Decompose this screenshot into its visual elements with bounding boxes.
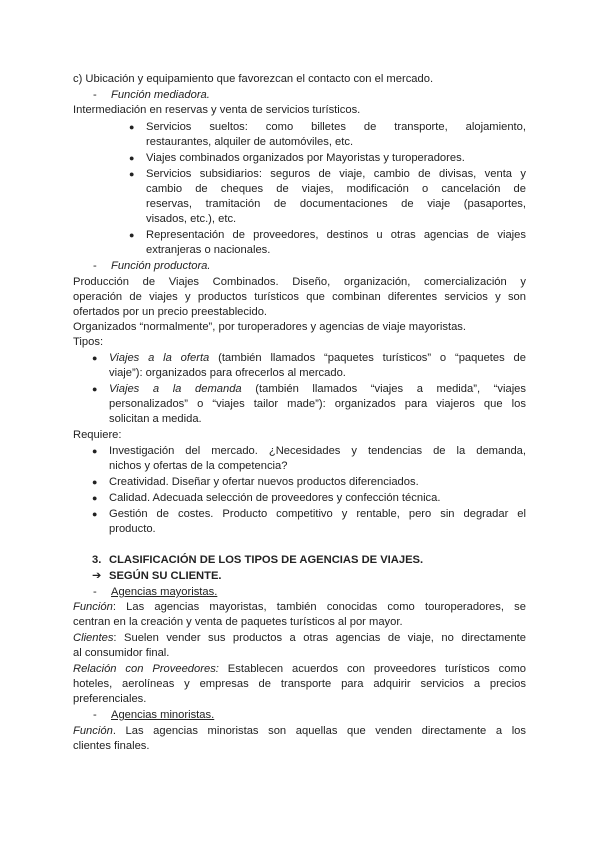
- mediadora-intro: Intermediación en reservas y venta de servicios turísticos.: [73, 104, 361, 116]
- mediadora-label: Función mediadora.: [111, 89, 210, 101]
- mayoristas-funcion-line-2: centran en la creación y venta de paquetes turísticos al por mayor.: [73, 616, 403, 628]
- productora-label: Función productora.: [111, 260, 211, 272]
- section-3-number: 3.: [92, 554, 102, 566]
- tipo-1-line-1: [109, 351, 526, 366]
- requiere-label: Requiere:: [73, 429, 122, 441]
- section-c-heading: c) Ubicación y equipamiento que favorezcan el contacto con el mercado.: [73, 73, 434, 85]
- mediadora-bullet-3-line-2: cambio de cheques de viajes, modificación o cancelación de: [146, 183, 526, 195]
- mediadora-bullet-3-line-1: Servicios subsidiarios: seguros de viaje, cambio de divisas, venta y: [146, 168, 526, 180]
- mediadora-bullet-3-line-4: visados, etc.), etc.: [146, 213, 237, 225]
- tipo-2-line-2: personalizados” o “viajes tailor made”): organizados para viajeros que los: [109, 398, 526, 410]
- minoristas-funcion-line-1: [73, 724, 526, 739]
- bullet-icon: ●: [92, 384, 98, 394]
- tipo-2-line-1: [109, 382, 526, 397]
- mediadora-bullet-1-line-2: restaurantes, alquiler de automóviles, etc.: [146, 136, 354, 148]
- bullet-icon: ●: [92, 477, 98, 487]
- mayoristas-relacion-text: Establecen acuerdos con proveedores turísticos como: [218, 663, 527, 675]
- tipos-label: Tipos:: [73, 336, 104, 348]
- dash-marker: -: [93, 586, 97, 598]
- mediadora-bullet-4-line-2: extranjeras o nacionales.: [146, 244, 271, 256]
- dash-marker: -: [93, 89, 97, 101]
- mayoristas-funcion-term: Función: [73, 601, 113, 613]
- tipo-2-term: Viajes a la demanda: [109, 383, 242, 395]
- tipo-1-term: Viajes a la oferta: [109, 352, 210, 364]
- requiere-4-line-1: Gestión de costes. Producto competitivo y rentable, pero sin degradar el: [109, 508, 526, 520]
- minoristas-funcion-term: Función: [73, 725, 113, 737]
- requiere-3: Calidad. Adecuada selección de proveedores y confección técnica.: [109, 492, 441, 504]
- dash-marker: -: [93, 260, 97, 272]
- minoristas-label: Agencias minoristas.: [111, 709, 215, 721]
- section-3-title: CLASIFICACIÓN DE LOS TIPOS DE AGENCIAS DE VIAJES.: [109, 554, 424, 566]
- tipo-1-text: (también llamados “paquetes turísticos” o “paquetes de: [209, 352, 526, 364]
- productora-para-line-1: Producción de Viajes Combinados. Diseño, organización, comercialización y: [73, 276, 526, 288]
- bullet-icon: ●: [129, 230, 135, 240]
- arrow-icon: ➔: [92, 570, 102, 582]
- requiere-2: Creatividad. Diseñar y ofertar nuevos productos diferenciados.: [109, 476, 419, 488]
- mayoristas-clientes-text: : Suelen vender sus productos a otras agencias de viaje, no directamente: [113, 632, 526, 644]
- requiere-1-line-2: nichos y ofertas de la competencia?: [109, 460, 288, 472]
- mayoristas-funcion-line-1: [73, 600, 526, 615]
- requiere-1-line-1: Investigación del mercado. ¿Necesidades y tendencias de la demanda,: [109, 445, 526, 457]
- bullet-icon: ●: [129, 169, 135, 179]
- mayoristas-clientes-term: Clientes: [73, 632, 114, 644]
- minoristas-funcion-line-2: clientes finales.: [73, 740, 150, 752]
- tipo-1-line-2: viaje”): organizados para ofrecerlos al mercado.: [109, 367, 346, 379]
- productora-organizados: Organizados “normalmente”, por turoperadores y agencias de viaje mayoristas.: [73, 321, 466, 333]
- tipo-2-line-3: solicitan a medida.: [109, 413, 202, 425]
- bullet-icon: ●: [92, 446, 98, 456]
- section-3-subtitle: SEGÚN SU CLIENTE.: [109, 570, 222, 582]
- bullet-icon: ●: [129, 122, 135, 132]
- tipo-2-text: (también llamados “viajes a medida”, “viajes: [241, 383, 526, 395]
- dash-marker: -: [93, 709, 97, 721]
- mediadora-bullet-1-line-1: Servicios sueltos: como billetes de transporte, alojamiento,: [146, 121, 526, 133]
- mayoristas-relacion-line-1: [73, 662, 526, 677]
- mayoristas-clientes-line-2: al consumidor final.: [73, 647, 170, 659]
- productora-para-line-2: operación de viajes y productos turísticos que combinan diferentes servicios y son: [73, 291, 526, 303]
- mayoristas-clientes-line-1: [73, 631, 526, 646]
- mayoristas-relacion-line-2: hoteles, aerolíneas y empresas de transporte para adquirir servicios a precios: [73, 678, 526, 690]
- mediadora-bullet-4-line-1: Representación de proveedores, destinos u otras agencias de viajes: [146, 229, 526, 241]
- bullet-icon: ●: [92, 493, 98, 503]
- mediadora-bullet-2: Viajes combinados organizados por Mayoristas y turoperadores.: [146, 152, 465, 164]
- mayoristas-label: Agencias mayoristas.: [111, 586, 218, 598]
- mayoristas-funcion-text: : Las agencias mayoristas, también conocidas como touroperadores, se: [112, 601, 526, 613]
- mediadora-bullet-3-line-3: reservas, tramitación de documentaciones de viaje (pasaportes,: [146, 198, 526, 210]
- bullet-icon: ●: [92, 353, 98, 363]
- bullet-icon: ●: [92, 509, 98, 519]
- minoristas-funcion-text: . Las agencias minoristas son aquellas que venden directamente a los: [112, 725, 526, 737]
- requiere-4-line-2: producto.: [109, 523, 156, 535]
- bullet-icon: ●: [129, 153, 135, 163]
- mayoristas-relacion-line-3: preferenciales.: [73, 693, 147, 705]
- productora-para-line-3: ofertados por un precio preestablecido.: [73, 306, 268, 318]
- mayoristas-relacion-term: Relación con Proveedores:: [73, 663, 219, 675]
